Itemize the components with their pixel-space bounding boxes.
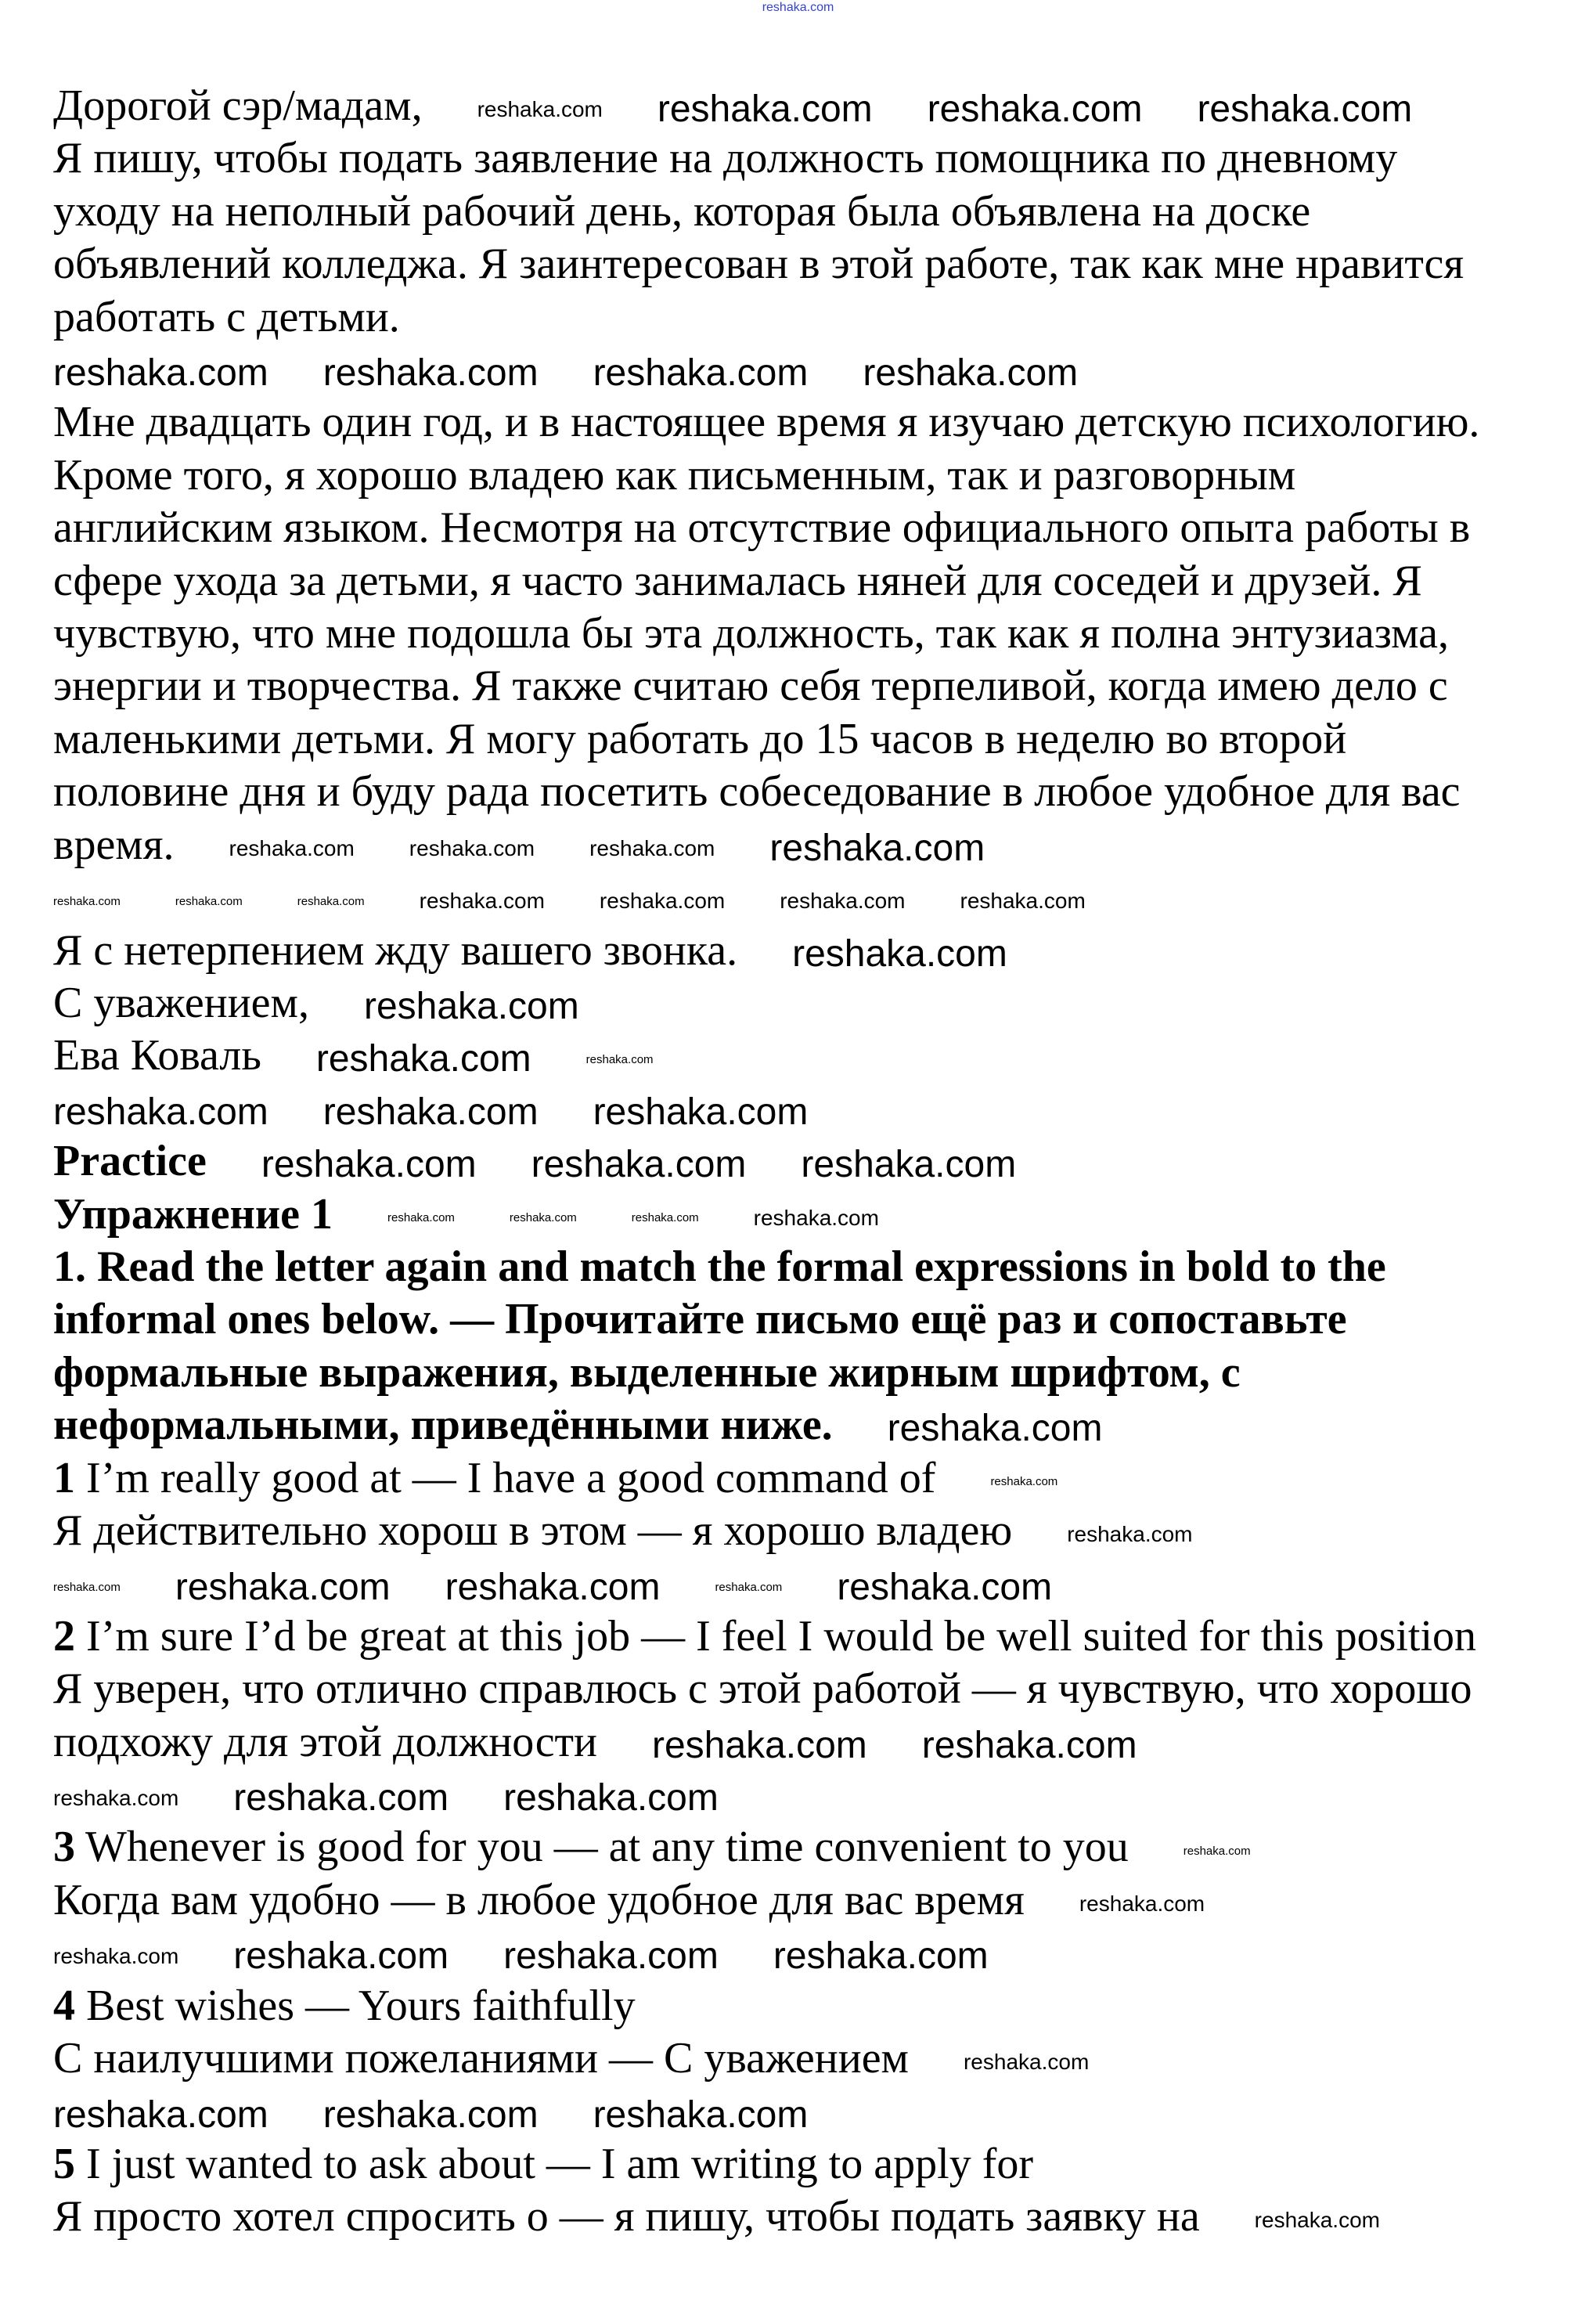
item-number: 3 bbox=[53, 1823, 75, 1872]
watermark: reshaka.com bbox=[960, 889, 1086, 914]
watermark: reshaka.com bbox=[363, 986, 579, 1028]
watermark: reshaka.com bbox=[585, 1052, 654, 1066]
item-english: Best wishes — Yours faithfully bbox=[75, 1981, 636, 2030]
item-russian: Я просто хотел спросить о — я пишу, чтобы подать заявку на bbox=[53, 2192, 1200, 2241]
watermark: reshaka.com bbox=[927, 88, 1143, 131]
watermark: reshaka.com bbox=[863, 352, 1079, 395]
watermark: reshaka.com bbox=[53, 1581, 121, 1595]
watermark: reshaka.com bbox=[233, 1777, 449, 1819]
watermark-row bbox=[53, 2085, 1580, 2137]
watermark: reshaka.com bbox=[762, 1, 834, 15]
watermark: reshaka.com bbox=[599, 889, 726, 914]
watermark: reshaka.com bbox=[322, 1091, 539, 1133]
watermark: reshaka.com bbox=[792, 932, 1007, 975]
watermark: reshaka.com bbox=[1197, 88, 1413, 131]
text-line: уходу на неполный рабочий день, которая была объявлена на доске bbox=[53, 186, 1311, 236]
exercise-instruction bbox=[53, 1241, 1580, 1452]
watermark: reshaka.com bbox=[322, 352, 539, 395]
item-russian: С наилучшими пожеланиями — С уважением bbox=[53, 2034, 909, 2083]
watermark: reshaka.com bbox=[1079, 1891, 1205, 1916]
watermark: reshaka.com bbox=[387, 1211, 455, 1225]
watermark: reshaka.com bbox=[503, 1777, 719, 1819]
watermark-row bbox=[53, 1927, 1580, 1979]
text-line: Я пишу, чтобы подать заявление на должность помощника по дневному bbox=[53, 134, 1398, 183]
watermark: reshaka.com bbox=[53, 894, 121, 908]
item-english: I just wanted to ask about — I am writing to apply for bbox=[75, 2139, 1033, 2188]
top-bar bbox=[0, 0, 1596, 80]
text-line: объявлений колледжа. Я заинтересован в этой работе, так как мне нравится bbox=[53, 240, 1465, 289]
exercise-item bbox=[53, 1821, 1580, 1927]
signature-name: Ева Коваль bbox=[53, 1031, 261, 1080]
text-line: чувствую, что мне подошла бы эта должность, так как я полна энтузиазма, bbox=[53, 609, 1450, 658]
watermark: reshaka.com bbox=[53, 352, 268, 395]
letter-paragraph-2 bbox=[53, 396, 1580, 871]
exercise-title: Упражнение 1 bbox=[53, 1189, 333, 1239]
document-page bbox=[0, 80, 1596, 2244]
watermark: reshaka.com bbox=[175, 1566, 391, 1608]
watermark: reshaka.com bbox=[990, 1475, 1058, 1489]
item-number: 2 bbox=[53, 1611, 75, 1661]
watermark: reshaka.com bbox=[53, 1091, 268, 1133]
watermark: reshaka.com bbox=[769, 827, 985, 869]
item-russian: Когда вам удобно — в любое удобное для вас время bbox=[53, 1875, 1025, 1924]
watermark: reshaka.com bbox=[509, 1211, 577, 1225]
text-line: формальные выражения, выделенные жирным шрифтом, с bbox=[53, 1347, 1241, 1397]
watermark: reshaka.com bbox=[1067, 1522, 1193, 1547]
text-line: Кроме того, я хорошо владею как письменным, так и разговорным bbox=[53, 450, 1296, 499]
watermark: reshaka.com bbox=[315, 1038, 531, 1080]
watermark: reshaka.com bbox=[715, 1581, 783, 1595]
watermark-row bbox=[53, 871, 1580, 924]
watermark: reshaka.com bbox=[801, 1144, 1017, 1186]
letter-greeting: Дорогой сэр/мадам, bbox=[53, 81, 423, 130]
exercise-item bbox=[53, 1610, 1580, 1769]
watermark-row bbox=[53, 344, 1580, 396]
text-line: неформальными, приведёнными ниже. bbox=[53, 1401, 833, 1450]
item-english: I’m sure I’d be great at this job — I feel I would be well suited for this position bbox=[75, 1611, 1477, 1661]
watermark: reshaka.com bbox=[921, 1724, 1137, 1766]
watermark: reshaka.com bbox=[261, 1144, 477, 1186]
watermark: reshaka.com bbox=[593, 352, 809, 395]
letter-closing bbox=[53, 925, 1580, 1083]
watermark: reshaka.com bbox=[53, 1944, 179, 1969]
text-line: Я с нетерпением жду вашего звонка. bbox=[53, 925, 738, 975]
text-line: английским языком. Несмотря на отсутствие официального опыта работы в bbox=[53, 503, 1471, 553]
watermark: reshaka.com bbox=[1254, 2208, 1380, 2233]
watermark: reshaka.com bbox=[963, 2050, 1090, 2075]
item-number: 4 bbox=[53, 1981, 75, 2030]
letter-paragraph-1 bbox=[53, 132, 1580, 344]
watermark: reshaka.com bbox=[773, 1935, 989, 1978]
item-english: I’m really good at — I have a good command of bbox=[75, 1453, 936, 1502]
watermark: reshaka.com bbox=[887, 1408, 1103, 1450]
text-line: маленькими детьми. Я могу работать до 15 часов в неделю во второй bbox=[53, 714, 1347, 763]
watermark: reshaka.com bbox=[419, 889, 545, 914]
watermark-row bbox=[53, 1769, 1580, 1821]
watermark: reshaka.com bbox=[477, 97, 603, 122]
text-line: время. bbox=[53, 820, 175, 869]
watermark: reshaka.com bbox=[297, 894, 365, 908]
watermark: reshaka.com bbox=[780, 889, 906, 914]
practice-heading: Practice bbox=[53, 1137, 207, 1186]
watermark-row bbox=[53, 1557, 1580, 1610]
exercise-item bbox=[53, 2138, 1580, 2244]
watermark: reshaka.com bbox=[229, 835, 355, 860]
watermark: reshaka.com bbox=[409, 835, 535, 860]
watermark: reshaka.com bbox=[837, 1566, 1053, 1608]
watermark-row bbox=[53, 1083, 1580, 1135]
item-number: 5 bbox=[53, 2139, 75, 2188]
watermark: reshaka.com bbox=[652, 1724, 867, 1766]
watermark: reshaka.com bbox=[589, 835, 715, 860]
watermark: reshaka.com bbox=[631, 1211, 699, 1225]
item-english: Whenever is good for you — at any time convenient to you bbox=[75, 1823, 1129, 1872]
text-line: informal ones below. — Прочитайте письмо ещё раз и сопоставьте bbox=[53, 1295, 1347, 1344]
text-line: С уважением, bbox=[53, 978, 309, 1027]
watermark: reshaka.com bbox=[322, 2093, 539, 2136]
item-russian: Я действительно хорош в этом — я хорошо владею bbox=[53, 1506, 1013, 1555]
text-line: половине дня и буду рада посетить собеседование в любое удобное для вас bbox=[53, 767, 1461, 817]
watermark: reshaka.com bbox=[53, 2093, 268, 2136]
text-line: энергии и творчества. Я также считаю себя терпеливой, когда имею дело с bbox=[53, 662, 1448, 711]
watermark: reshaka.com bbox=[445, 1566, 661, 1608]
watermark: reshaka.com bbox=[53, 1786, 179, 1811]
text-line: Мне двадцать один год, и в настоящее время я изучаю детскую психологию. bbox=[53, 398, 1480, 447]
watermark: reshaka.com bbox=[175, 894, 243, 908]
watermark: reshaka.com bbox=[593, 2093, 809, 2136]
item-russian: Я уверен, что отлично справлюсь с этой работой — я чувствую, что хорошо bbox=[53, 1664, 1472, 1714]
watermark: reshaka.com bbox=[233, 1935, 449, 1978]
text-line: сфере ухода за детьми, я часто занималась няней для соседей и друзей. Я bbox=[53, 556, 1422, 605]
text-line: 1. Read the letter again and match the formal expressions in bold to the bbox=[53, 1242, 1386, 1291]
text-line: работать с детьми. bbox=[53, 292, 400, 341]
watermark: reshaka.com bbox=[1183, 1845, 1251, 1859]
watermark: reshaka.com bbox=[593, 1091, 809, 1133]
item-number: 1 bbox=[53, 1453, 75, 1502]
item-russian: подхожу для этой должности bbox=[53, 1717, 597, 1766]
watermark: reshaka.com bbox=[657, 88, 873, 131]
exercise-item bbox=[53, 1980, 1580, 2086]
watermark: reshaka.com bbox=[503, 1935, 719, 1978]
watermark: reshaka.com bbox=[531, 1144, 747, 1186]
exercise-item bbox=[53, 1452, 1580, 1558]
watermark: reshaka.com bbox=[753, 1205, 879, 1230]
